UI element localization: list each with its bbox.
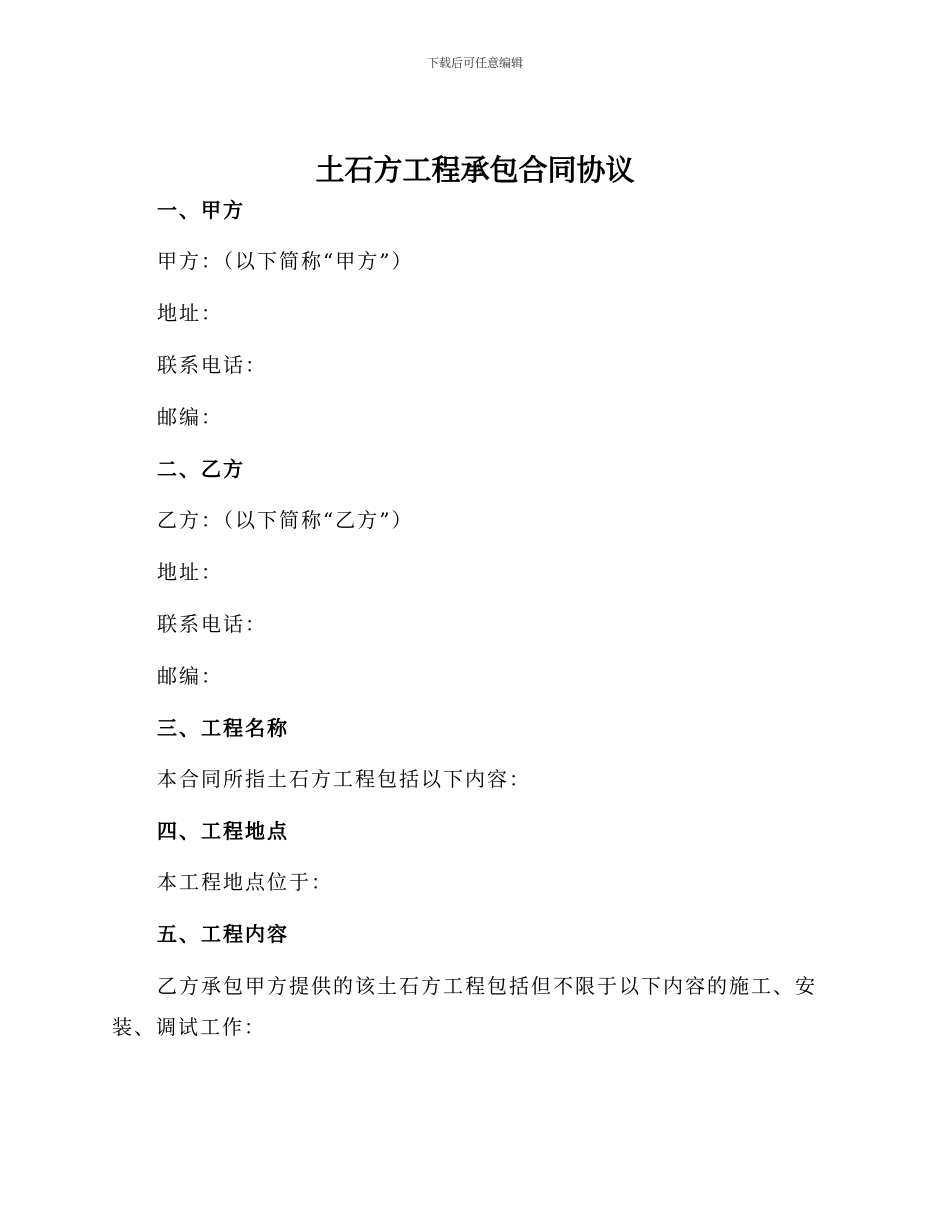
project-location-text: 本工程地点位于： [157, 870, 333, 894]
header-note: 下载后可任意编辑 [426, 56, 523, 70]
party-a-address: 地址： [157, 301, 223, 325]
party-a-name-line: 甲方：（以下简称“甲方”） [157, 249, 414, 273]
party-b-address: 地址： [157, 560, 223, 584]
party-b-name-line: 乙方：（以下简称“乙方”） [157, 508, 414, 532]
section-heading-project-name: 三、工程名称 [157, 716, 289, 740]
section-heading-party-a: 一、甲方 [157, 198, 245, 222]
document-title: 土石方工程承包合同协议 [315, 153, 635, 187]
party-b-postcode: 邮编： [157, 664, 223, 688]
section-heading-project-location: 四、工程地点 [157, 819, 289, 843]
party-a-phone: 联系电话： [157, 353, 267, 377]
party-a-postcode: 邮编： [157, 405, 223, 429]
project-content-text-line1: 乙方承包甲方提供的该土石方工程包括但不限于以下内容的施工、安 [157, 974, 817, 998]
section-heading-party-b: 二、乙方 [157, 457, 245, 481]
section-heading-project-content: 五、工程内容 [157, 922, 289, 946]
project-name-text: 本合同所指土石方工程包括以下内容： [157, 767, 531, 791]
party-b-phone: 联系电话： [157, 612, 267, 636]
project-content-text-line2: 装、调试工作： [112, 1015, 266, 1039]
